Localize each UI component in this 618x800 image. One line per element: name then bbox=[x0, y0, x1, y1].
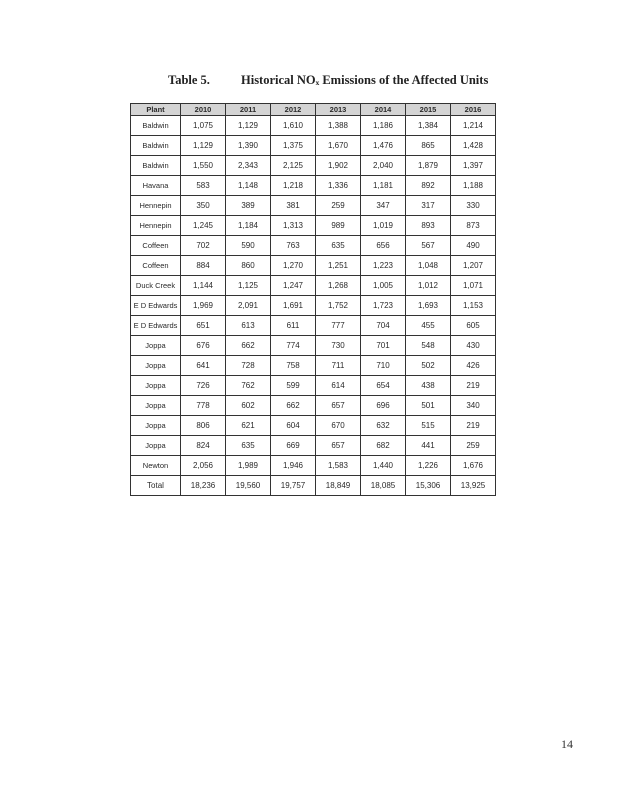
value-cell: 1,247 bbox=[271, 276, 316, 296]
value-cell: 1,476 bbox=[361, 136, 406, 156]
value-cell: 604 bbox=[271, 416, 316, 436]
value-cell: 806 bbox=[181, 416, 226, 436]
value-cell: 2,125 bbox=[271, 156, 316, 176]
value-cell: 635 bbox=[226, 436, 271, 456]
value-cell: 1,375 bbox=[271, 136, 316, 156]
value-cell: 219 bbox=[451, 416, 496, 436]
table-number: Table 5. bbox=[168, 73, 210, 87]
value-cell: 1,428 bbox=[451, 136, 496, 156]
plant-cell: Duck Creek bbox=[131, 276, 181, 296]
value-cell: 1,019 bbox=[361, 216, 406, 236]
plant-cell: Coffeen bbox=[131, 236, 181, 256]
value-cell: 701 bbox=[361, 336, 406, 356]
value-cell: 1,071 bbox=[451, 276, 496, 296]
plant-cell: Coffeen bbox=[131, 256, 181, 276]
value-cell: 602 bbox=[226, 396, 271, 416]
value-cell: 710 bbox=[361, 356, 406, 376]
value-cell: 441 bbox=[406, 436, 451, 456]
value-cell: 1,676 bbox=[451, 456, 496, 476]
value-cell: 1,969 bbox=[181, 296, 226, 316]
value-cell: 1,251 bbox=[316, 256, 361, 276]
value-cell: 662 bbox=[226, 336, 271, 356]
value-cell: 682 bbox=[361, 436, 406, 456]
table-row bbox=[131, 436, 496, 456]
plant-cell: Joppa bbox=[131, 436, 181, 456]
table-header-row bbox=[131, 104, 496, 116]
plant-cell: Hennepin bbox=[131, 216, 181, 236]
table-row bbox=[131, 276, 496, 296]
value-cell: 1,153 bbox=[451, 296, 496, 316]
value-cell: 1,181 bbox=[361, 176, 406, 196]
value-cell: 865 bbox=[406, 136, 451, 156]
value-cell: 548 bbox=[406, 336, 451, 356]
column-header: 2016 bbox=[451, 104, 496, 116]
value-cell: 774 bbox=[271, 336, 316, 356]
table-row bbox=[131, 396, 496, 416]
value-cell: 778 bbox=[181, 396, 226, 416]
table-row bbox=[131, 456, 496, 476]
value-cell: 632 bbox=[361, 416, 406, 436]
value-cell: 1,218 bbox=[271, 176, 316, 196]
value-cell: 583 bbox=[181, 176, 226, 196]
total-value: 15,306 bbox=[406, 476, 451, 496]
value-cell: 426 bbox=[451, 356, 496, 376]
value-cell: 1,268 bbox=[316, 276, 361, 296]
table-row bbox=[131, 356, 496, 376]
plant-cell: Joppa bbox=[131, 336, 181, 356]
value-cell: 635 bbox=[316, 236, 361, 256]
value-cell: 2,040 bbox=[361, 156, 406, 176]
total-value: 19,560 bbox=[226, 476, 271, 496]
total-value: 18,849 bbox=[316, 476, 361, 496]
value-cell: 676 bbox=[181, 336, 226, 356]
plant-cell: Baldwin bbox=[131, 156, 181, 176]
value-cell: 219 bbox=[451, 376, 496, 396]
total-row bbox=[131, 476, 496, 496]
value-cell: 2,056 bbox=[181, 456, 226, 476]
value-cell: 670 bbox=[316, 416, 361, 436]
value-cell: 1,075 bbox=[181, 116, 226, 136]
table-caption bbox=[168, 73, 488, 88]
plant-cell: Joppa bbox=[131, 416, 181, 436]
value-cell: 1,125 bbox=[226, 276, 271, 296]
value-cell: 259 bbox=[451, 436, 496, 456]
value-cell: 502 bbox=[406, 356, 451, 376]
value-cell: 1,336 bbox=[316, 176, 361, 196]
total-value: 18,085 bbox=[361, 476, 406, 496]
value-cell: 1,005 bbox=[361, 276, 406, 296]
total-value: 13,925 bbox=[451, 476, 496, 496]
value-cell: 884 bbox=[181, 256, 226, 276]
column-header: 2014 bbox=[361, 104, 406, 116]
value-cell: 1,223 bbox=[361, 256, 406, 276]
table-row bbox=[131, 316, 496, 336]
value-cell: 611 bbox=[271, 316, 316, 336]
value-cell: 2,343 bbox=[226, 156, 271, 176]
value-cell: 1,129 bbox=[226, 116, 271, 136]
table-row bbox=[131, 416, 496, 436]
value-cell: 651 bbox=[181, 316, 226, 336]
value-cell: 696 bbox=[361, 396, 406, 416]
value-cell: 1,670 bbox=[316, 136, 361, 156]
column-header: 2015 bbox=[406, 104, 451, 116]
plant-cell: Joppa bbox=[131, 376, 181, 396]
value-cell: 777 bbox=[316, 316, 361, 336]
value-cell: 1,693 bbox=[406, 296, 451, 316]
value-cell: 657 bbox=[316, 436, 361, 456]
value-cell: 317 bbox=[406, 196, 451, 216]
value-cell: 641 bbox=[181, 356, 226, 376]
table-row bbox=[131, 216, 496, 236]
value-cell: 1,184 bbox=[226, 216, 271, 236]
value-cell: 1,207 bbox=[451, 256, 496, 276]
table-row bbox=[131, 156, 496, 176]
value-cell: 1,384 bbox=[406, 116, 451, 136]
value-cell: 590 bbox=[226, 236, 271, 256]
total-value: 19,757 bbox=[271, 476, 316, 496]
value-cell: 1,550 bbox=[181, 156, 226, 176]
value-cell: 824 bbox=[181, 436, 226, 456]
value-cell: 1,188 bbox=[451, 176, 496, 196]
value-cell: 605 bbox=[451, 316, 496, 336]
value-cell: 455 bbox=[406, 316, 451, 336]
value-cell: 347 bbox=[361, 196, 406, 216]
value-cell: 1,610 bbox=[271, 116, 316, 136]
value-cell: 430 bbox=[451, 336, 496, 356]
value-cell: 501 bbox=[406, 396, 451, 416]
column-header: 2012 bbox=[271, 104, 316, 116]
value-cell: 1,390 bbox=[226, 136, 271, 156]
value-cell: 873 bbox=[451, 216, 496, 236]
value-cell: 1,144 bbox=[181, 276, 226, 296]
page-number: 14 bbox=[561, 737, 573, 751]
plant-cell: Newton bbox=[131, 456, 181, 476]
table-row bbox=[131, 236, 496, 256]
plant-cell: E D Edwards bbox=[131, 296, 181, 316]
value-cell: 1,902 bbox=[316, 156, 361, 176]
value-cell: 662 bbox=[271, 396, 316, 416]
value-cell: 1,879 bbox=[406, 156, 451, 176]
value-cell: 656 bbox=[361, 236, 406, 256]
column-header: 2010 bbox=[181, 104, 226, 116]
value-cell: 340 bbox=[451, 396, 496, 416]
value-cell: 1,583 bbox=[316, 456, 361, 476]
value-cell: 669 bbox=[271, 436, 316, 456]
table-title: Historical NOₓ Emissions of the Affected Units bbox=[241, 73, 489, 87]
table-row bbox=[131, 256, 496, 276]
value-cell: 728 bbox=[226, 356, 271, 376]
total-value: 18,236 bbox=[181, 476, 226, 496]
column-header: Plant bbox=[131, 104, 181, 116]
value-cell: 1,723 bbox=[361, 296, 406, 316]
value-cell: 730 bbox=[316, 336, 361, 356]
value-cell: 1,691 bbox=[271, 296, 316, 316]
value-cell: 1,946 bbox=[271, 456, 316, 476]
value-cell: 1,440 bbox=[361, 456, 406, 476]
value-cell: 702 bbox=[181, 236, 226, 256]
value-cell: 490 bbox=[451, 236, 496, 256]
value-cell: 1,012 bbox=[406, 276, 451, 296]
value-cell: 2,091 bbox=[226, 296, 271, 316]
value-cell: 1,397 bbox=[451, 156, 496, 176]
value-cell: 1,186 bbox=[361, 116, 406, 136]
value-cell: 1,245 bbox=[181, 216, 226, 236]
table-row bbox=[131, 136, 496, 156]
value-cell: 515 bbox=[406, 416, 451, 436]
plant-cell: Baldwin bbox=[131, 136, 181, 156]
value-cell: 893 bbox=[406, 216, 451, 236]
table-row bbox=[131, 196, 496, 216]
value-cell: 654 bbox=[361, 376, 406, 396]
table-body bbox=[131, 116, 496, 496]
value-cell: 1,989 bbox=[226, 456, 271, 476]
value-cell: 711 bbox=[316, 356, 361, 376]
total-label: Total bbox=[131, 476, 181, 496]
value-cell: 381 bbox=[271, 196, 316, 216]
value-cell: 892 bbox=[406, 176, 451, 196]
value-cell: 599 bbox=[271, 376, 316, 396]
value-cell: 389 bbox=[226, 196, 271, 216]
value-cell: 330 bbox=[451, 196, 496, 216]
value-cell: 1,388 bbox=[316, 116, 361, 136]
value-cell: 989 bbox=[316, 216, 361, 236]
plant-cell: E D Edwards bbox=[131, 316, 181, 336]
table-row bbox=[131, 296, 496, 316]
value-cell: 350 bbox=[181, 196, 226, 216]
emissions-table bbox=[130, 103, 496, 496]
value-cell: 1,313 bbox=[271, 216, 316, 236]
value-cell: 726 bbox=[181, 376, 226, 396]
plant-cell: Hennepin bbox=[131, 196, 181, 216]
table-row bbox=[131, 376, 496, 396]
plant-cell: Joppa bbox=[131, 356, 181, 376]
column-header: 2011 bbox=[226, 104, 271, 116]
plant-cell: Joppa bbox=[131, 396, 181, 416]
value-cell: 567 bbox=[406, 236, 451, 256]
value-cell: 758 bbox=[271, 356, 316, 376]
plant-cell: Baldwin bbox=[131, 116, 181, 136]
value-cell: 1,270 bbox=[271, 256, 316, 276]
value-cell: 621 bbox=[226, 416, 271, 436]
value-cell: 1,752 bbox=[316, 296, 361, 316]
value-cell: 762 bbox=[226, 376, 271, 396]
value-cell: 259 bbox=[316, 196, 361, 216]
plant-cell: Havana bbox=[131, 176, 181, 196]
value-cell: 763 bbox=[271, 236, 316, 256]
value-cell: 860 bbox=[226, 256, 271, 276]
value-cell: 614 bbox=[316, 376, 361, 396]
value-cell: 438 bbox=[406, 376, 451, 396]
table-row bbox=[131, 176, 496, 196]
value-cell: 1,214 bbox=[451, 116, 496, 136]
table-row bbox=[131, 336, 496, 356]
value-cell: 1,048 bbox=[406, 256, 451, 276]
value-cell: 1,226 bbox=[406, 456, 451, 476]
table-row bbox=[131, 116, 496, 136]
value-cell: 613 bbox=[226, 316, 271, 336]
value-cell: 704 bbox=[361, 316, 406, 336]
column-header: 2013 bbox=[316, 104, 361, 116]
value-cell: 1,129 bbox=[181, 136, 226, 156]
value-cell: 1,148 bbox=[226, 176, 271, 196]
value-cell: 657 bbox=[316, 396, 361, 416]
